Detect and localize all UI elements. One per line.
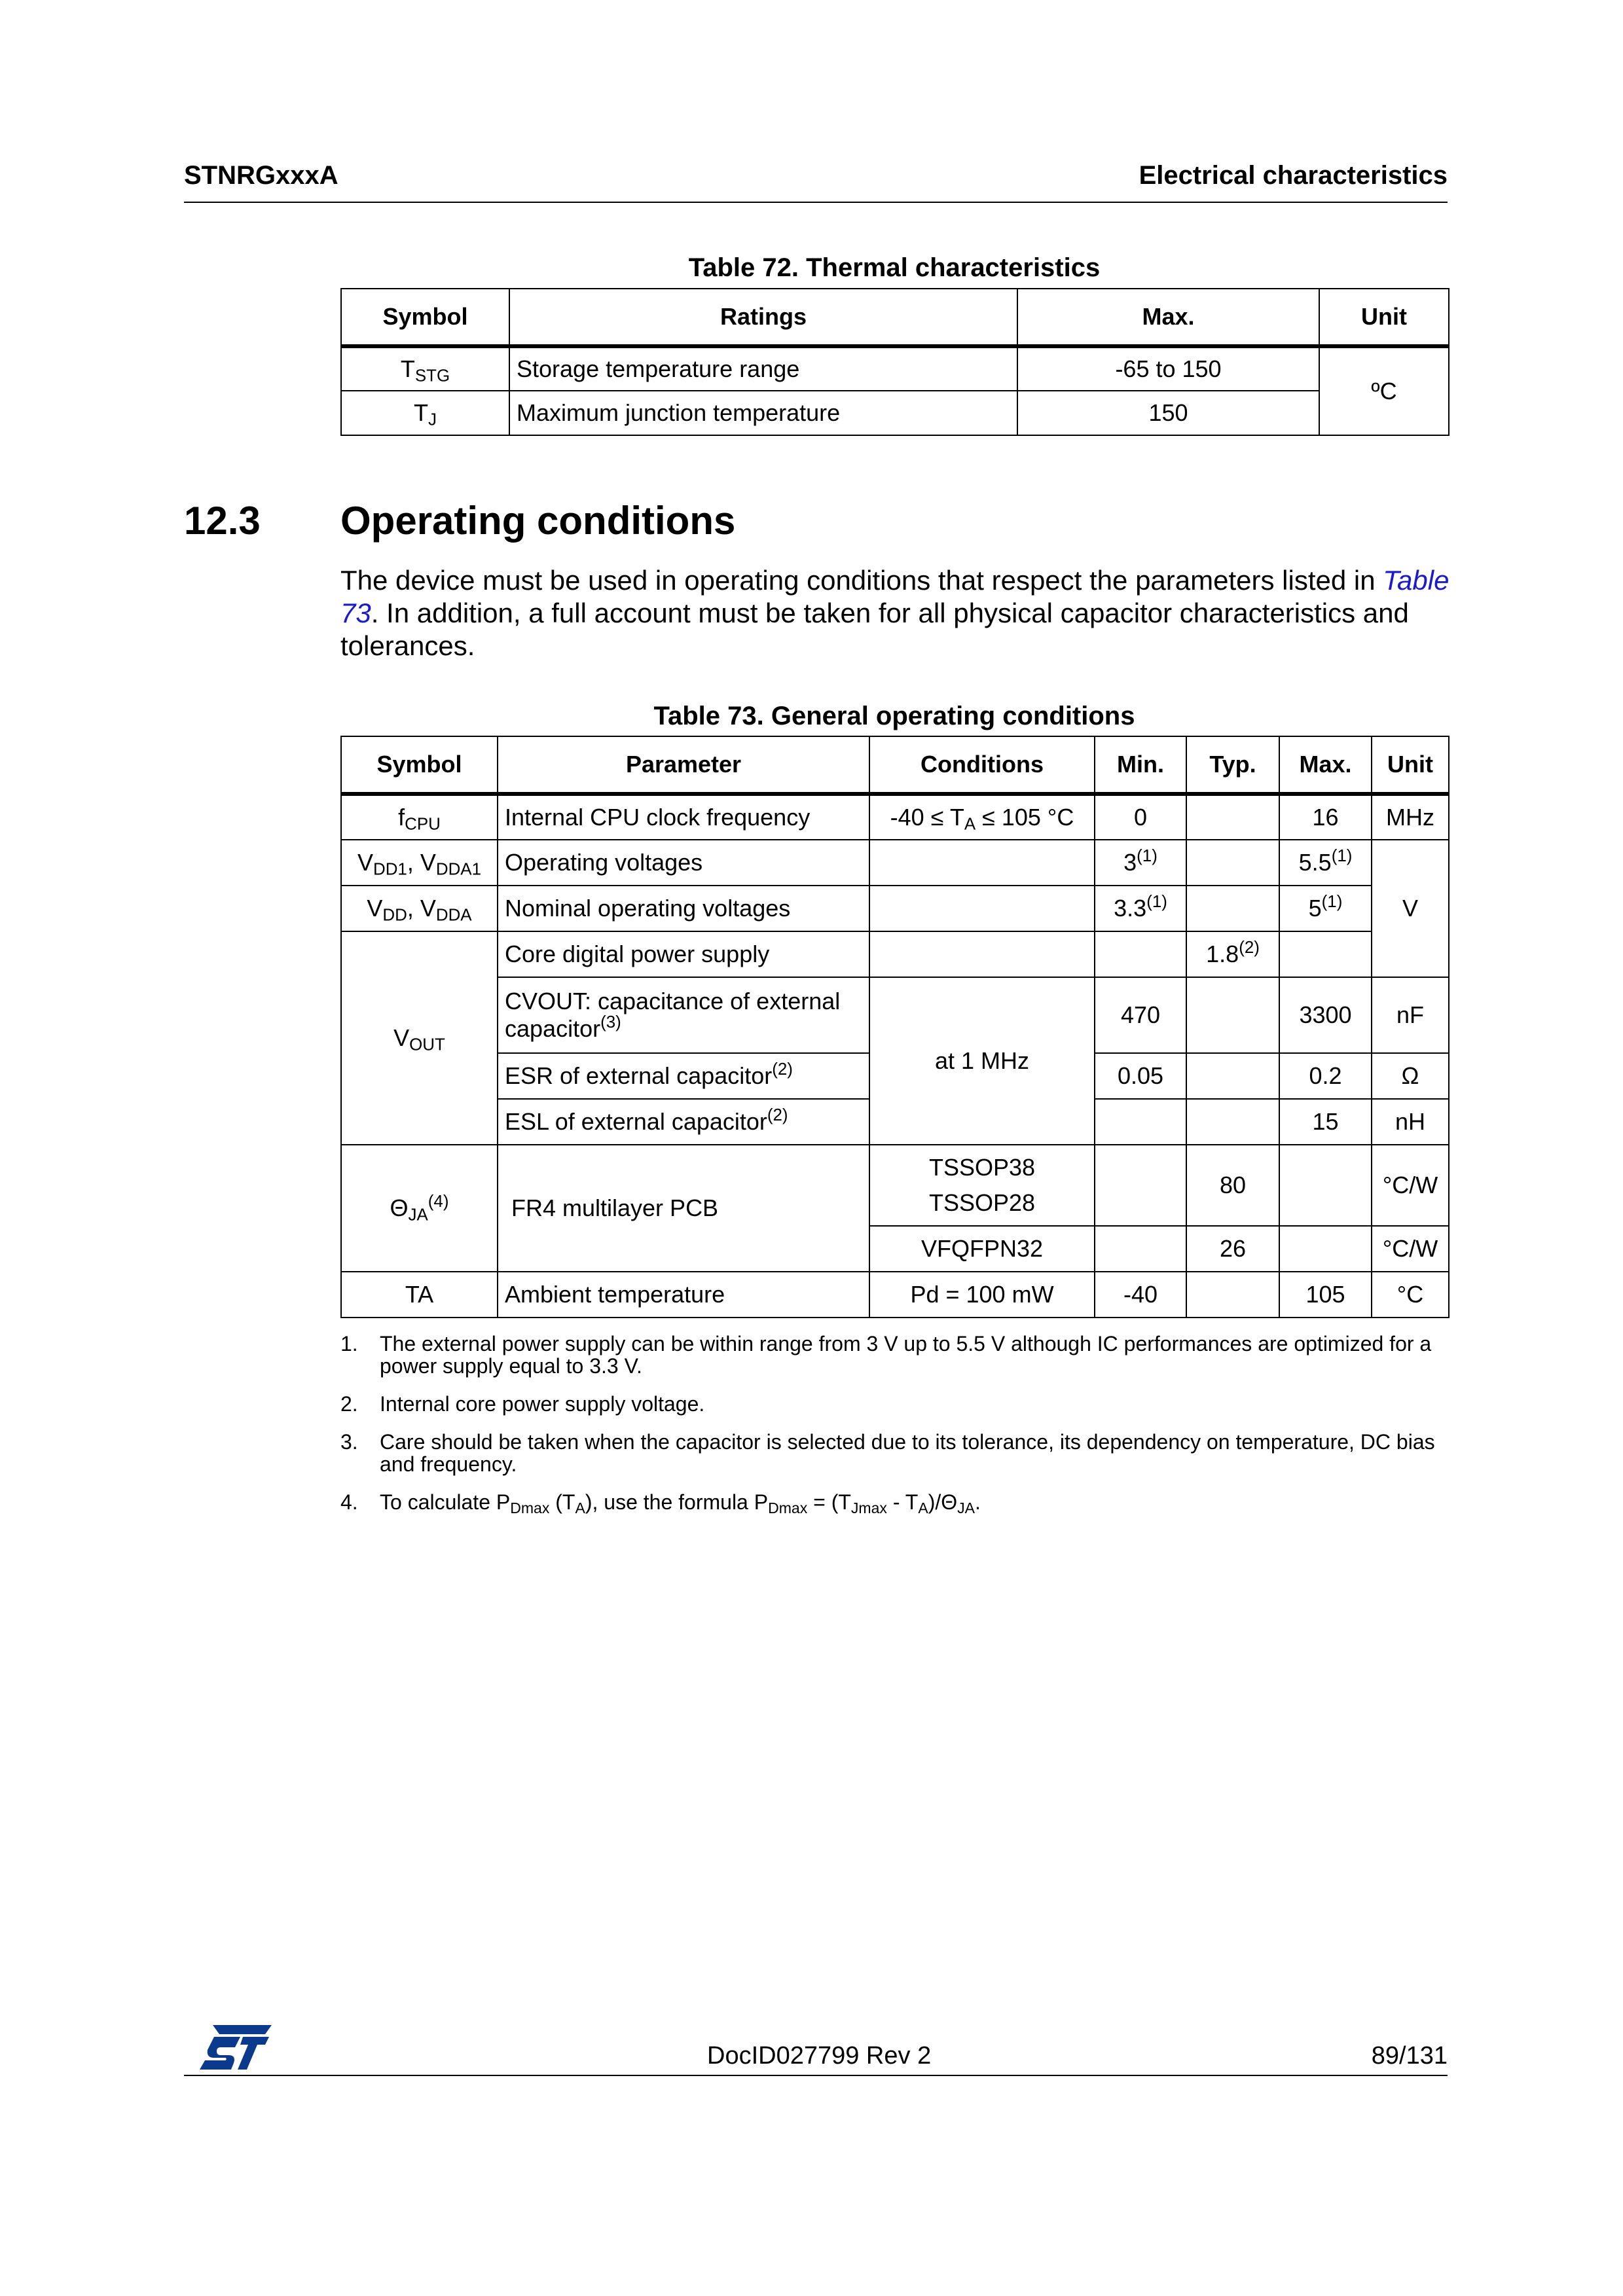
unit-cell: Ω xyxy=(1372,1053,1449,1099)
table73-header-max: Max. xyxy=(1279,736,1372,794)
st-logo-icon xyxy=(194,2021,273,2073)
conditions-cell: $-40 \le T_A \le 105$ °C xyxy=(869,794,1095,840)
table73-header-symbol: Symbol xyxy=(341,736,498,794)
parameter-cell: Ambient temperature xyxy=(498,1272,869,1318)
conditions-cell xyxy=(869,840,1095,886)
symbol-cell: $T_{STG}$ xyxy=(341,346,509,391)
unit-cell: V xyxy=(1372,840,1449,977)
parameter-cell: CVOUT: capacitance of external capacitor$^{(3)}$ xyxy=(498,977,869,1053)
symbol-cell: TA xyxy=(341,1272,498,1318)
table73-footnotes xyxy=(340,1333,1453,1529)
parameter-cell: Nominal operating voltages xyxy=(498,886,869,931)
table-row xyxy=(341,794,1449,840)
footnote-3: 3. Care should be taken when the capacitor is selected due to its tolerance, its dependency on temperature, DC bias and frequency. xyxy=(340,1430,1435,1476)
footnote-2: 2. Internal core power supply voltage. xyxy=(340,1392,705,1416)
unit-cell: °C/W xyxy=(1372,1226,1449,1272)
table73-header-conditions: Conditions xyxy=(869,736,1095,794)
parameter-cell: ESR of external capacitor$^{(2)}$ xyxy=(498,1053,869,1099)
table73-header-unit: Unit xyxy=(1372,736,1449,794)
max-cell: 150 xyxy=(1017,391,1319,435)
table-row xyxy=(341,346,1449,391)
footer-rule xyxy=(184,2075,1448,2076)
symbol-cell: $V_{DD1}$, $V_{DDA1}$ xyxy=(341,840,498,886)
max-cell xyxy=(1279,1145,1372,1226)
rating-cell: Storage temperature range xyxy=(509,346,1017,391)
footer-page-number: 89/131 xyxy=(1371,2042,1448,2070)
parameter-cell: Internal CPU clock frequency xyxy=(498,794,869,840)
conditions-cell: TSSOP38 TSSOP28 xyxy=(869,1145,1095,1226)
parameter-cell: ESL of external capacitor$^{(2)}$ xyxy=(498,1099,869,1145)
max-cell: 5$^{(1)}$ xyxy=(1279,886,1372,931)
symbol-cell: $V_{DD}$, $V_{DDA}$ xyxy=(341,886,498,931)
table-row xyxy=(341,1145,1449,1226)
section-number: 12.3 xyxy=(184,499,261,543)
footer-doc-id: DocID027799 Rev 2 xyxy=(707,2042,932,2070)
parameter-cell: FR4 multilayer PCB xyxy=(498,1145,869,1272)
typ-cell: 1.8$^{(2)}$ xyxy=(1186,931,1279,977)
header-rule xyxy=(184,202,1448,203)
document-title: STNRGxxxA xyxy=(184,161,338,190)
symbol-cell: $\Theta_{JA}^{(4)}$ xyxy=(341,1145,498,1272)
footnote-4: 4. To calculate $P_{Dmax}$ $(T_A)$, use the formula $P_{Dmax} = (T_{Jmax} - T_A)/\Theta_{JA}$. xyxy=(340,1490,981,1516)
typ-cell xyxy=(1186,1272,1279,1318)
symbol-cell: $V_{OUT}$ xyxy=(341,931,498,1145)
unit-cell: °C/W xyxy=(1372,1145,1449,1226)
footnote-1: 1. The external power supply can be within range from 3 V up to 5.5 V although IC performances are optimized for a power supply equal to 3.3 V. xyxy=(340,1332,1432,1378)
table73-header-typ: Typ. xyxy=(1186,736,1279,794)
conditions-cell xyxy=(869,886,1095,931)
chapter-title: Electrical characteristics xyxy=(1139,161,1448,190)
max-cell: 105 xyxy=(1279,1272,1372,1318)
table-row xyxy=(341,391,1449,435)
max-cell xyxy=(1279,1226,1372,1272)
table73-header-parameter: Parameter xyxy=(498,736,869,794)
table73-operating-conditions xyxy=(340,736,1450,1318)
conditions-cell xyxy=(869,931,1095,977)
conditions-cell: Pd = 100 mW xyxy=(869,1272,1095,1318)
min-cell xyxy=(1095,931,1186,977)
table-row xyxy=(341,931,1449,977)
max-cell: 3300 xyxy=(1279,977,1372,1053)
max-cell: -65 to 150 xyxy=(1017,346,1319,391)
unit-cell: MHz xyxy=(1372,794,1449,840)
table73-header-min: Min. xyxy=(1095,736,1186,794)
table-row xyxy=(341,1272,1449,1318)
min-cell: 0 xyxy=(1095,794,1186,840)
min-cell: 3.3$^{(1)}$ xyxy=(1095,886,1186,931)
typ-cell xyxy=(1186,840,1279,886)
max-cell xyxy=(1279,931,1372,977)
typ-cell: 80 xyxy=(1186,1145,1279,1226)
table-row xyxy=(341,886,1449,931)
table72-header-ratings: Ratings xyxy=(509,289,1017,346)
symbol-cell: $T_J$ xyxy=(341,391,509,435)
table72-thermal xyxy=(340,288,1450,436)
unit-cell: nF xyxy=(1372,977,1449,1053)
typ-cell xyxy=(1186,1099,1279,1145)
symbol-cell: $f_{CPU}$ xyxy=(341,794,498,840)
parameter-cell: Operating voltages xyxy=(498,840,869,886)
typ-cell xyxy=(1186,1053,1279,1099)
unit-cell: ºC xyxy=(1319,346,1449,435)
max-cell: 15 xyxy=(1279,1099,1372,1145)
max-cell: 0.2 xyxy=(1279,1053,1372,1099)
min-cell xyxy=(1095,1145,1186,1226)
table-row xyxy=(341,840,1449,886)
typ-cell xyxy=(1186,886,1279,931)
table73-link[interactable]: Table 73 xyxy=(340,565,1450,628)
section-paragraph: The device must be used in operating conditions that respect the parameters listed in Table 73. In addition, a full account must be taken for all physical capacitor characteristics and tolerances. xyxy=(340,565,1450,661)
typ-cell xyxy=(1186,977,1279,1053)
table72-header-unit: Unit xyxy=(1319,289,1449,346)
min-cell: 0.05 xyxy=(1095,1053,1186,1099)
conditions-cell: VFQFPN32 xyxy=(869,1226,1095,1272)
table-row xyxy=(341,977,1449,1053)
table73-caption: Table 73. General operating conditions xyxy=(653,702,1135,730)
min-cell: -40 xyxy=(1095,1272,1186,1318)
max-cell: 5.5$^{(1)}$ xyxy=(1279,840,1372,886)
rating-cell: Maximum junction temperature xyxy=(509,391,1017,435)
min-cell xyxy=(1095,1099,1186,1145)
conditions-cell: at 1 MHz xyxy=(869,977,1095,1145)
table72-header-max: Max. xyxy=(1017,289,1319,346)
parameter-cell: Core digital power supply xyxy=(498,931,869,977)
min-cell: 3$^{(1)}$ xyxy=(1095,840,1186,886)
max-cell: 16 xyxy=(1279,794,1372,840)
unit-cell: °C xyxy=(1372,1272,1449,1318)
min-cell xyxy=(1095,1226,1186,1272)
min-cell: 470 xyxy=(1095,977,1186,1053)
section-title: Operating conditions xyxy=(340,499,736,543)
unit-cell: nH xyxy=(1372,1099,1449,1145)
typ-cell xyxy=(1186,794,1279,840)
typ-cell: 26 xyxy=(1186,1226,1279,1272)
table72-header-symbol: Symbol xyxy=(341,289,509,346)
table72-caption: Table 72. Thermal characteristics xyxy=(688,253,1101,282)
